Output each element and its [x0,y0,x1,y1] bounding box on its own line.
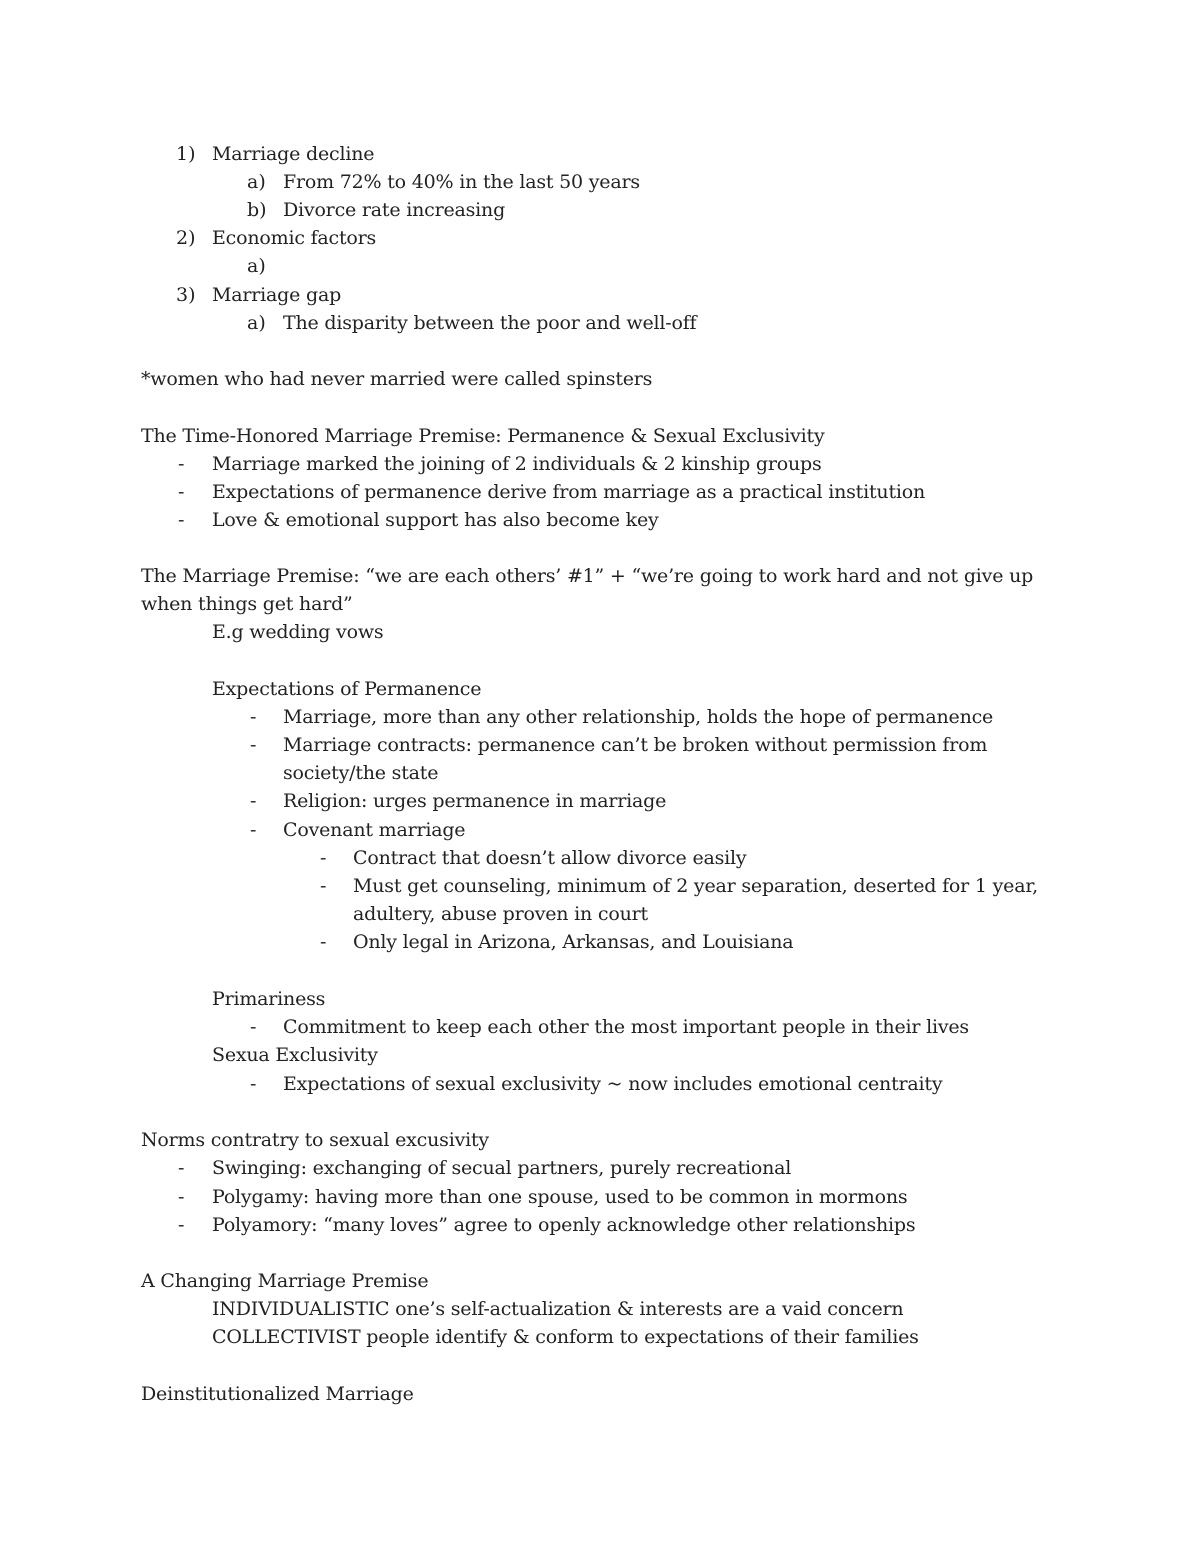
section-heading-time-honored: The Time-Honored Marriage Premise: Permanence & Sexual Exclusivity [141,425,825,447]
bullet-item: Love & emotional support has also become key [212,509,659,531]
bullet-item: Expectations of sexual exclusivity ~ now includes emotional centraity [283,1073,943,1095]
collectivist-line: COLLECTIVIST people identify & conform to expectations of their families [212,1326,919,1348]
individualistic-line: INDIVIDUALISTIC one’s self-actualization & interests are a vaid concern [212,1298,904,1320]
list-number: 3) [176,284,196,306]
marriage-premise-line-1: The Marriage Premise: “we are each others’ #1” + “we’re going to work hard and not give up [141,565,1034,587]
bullet-item: Religion: urges permanence in marriage [283,790,667,812]
section-heading-norms: Norms contratry to sexual excusivity [141,1129,489,1151]
list-item-economic-factors: Economic factors [212,227,377,249]
section-heading-exclusivity: Sexua Exclusivity [212,1044,378,1066]
sub-bullet-item-continued: adultery, abuse proven in court [353,903,648,925]
bullet-item: Commitment to keep each other the most important people in their lives [283,1016,969,1038]
list-letter: a) [247,312,266,334]
bullet-dash: - [320,875,327,897]
list-letter: a) [247,255,266,277]
bullet-dash: - [178,481,185,503]
bullet-item-continued: society/the state [283,762,439,784]
bullet-dash: - [250,790,257,812]
section-heading-permanence: Expectations of Permanence [212,678,482,700]
bullet-item: Covenant marriage [283,819,466,841]
marriage-premise-example: E.g wedding vows [212,621,384,643]
bullet-dash: - [178,1186,185,1208]
bullet-item: Swinging: exchanging of secual partners, purely recreational [212,1157,792,1179]
bullet-item: Marriage marked the joining of 2 individuals & 2 kinship groups [212,453,822,475]
sub-bullet-item: Must get counseling, minimum of 2 year separation, deserted for 1 year, [353,875,1038,897]
bullet-dash: - [178,1157,185,1179]
sub-bullet-item: Contract that doesn’t allow divorce easily [353,847,747,869]
bullet-item: Polyamory: “many loves” agree to openly acknowledge other relationships [212,1214,916,1236]
list-item: From 72% to 40% in the last 50 years [283,171,640,193]
section-heading-changing-premise: A Changing Marriage Premise [141,1270,429,1292]
bullet-item: Marriage, more than any other relationship, holds the hope of permanence [283,706,994,728]
bullet-dash: - [320,847,327,869]
bullet-dash: - [178,453,185,475]
bullet-item: Expectations of permanence derive from marriage as a practical institution [212,481,926,503]
bullet-dash: - [250,1073,257,1095]
note-spinsters: *women who had never married were called spinsters [141,368,653,390]
bullet-dash: - [250,819,257,841]
bullet-dash: - [250,1016,257,1038]
list-letter: b) [247,199,267,221]
bullet-dash: - [320,931,327,953]
marriage-premise-line-2: when things get hard” [141,593,353,615]
bullet-item: Polygamy: having more than one spouse, used to be common in mormons [212,1186,908,1208]
list-letter: a) [247,171,266,193]
list-item-marriage-decline: Marriage decline [212,143,375,165]
bullet-dash: - [178,509,185,531]
sub-bullet-item: Only legal in Arizona, Arkansas, and Louisiana [353,931,794,953]
bullet-dash: - [250,734,257,756]
list-item: Divorce rate increasing [283,199,506,221]
list-number: 1) [176,143,196,165]
list-item-marriage-gap: Marriage gap [212,284,342,306]
list-number: 2) [176,227,196,249]
section-heading-primariness: Primariness [212,988,326,1010]
bullet-dash: - [250,706,257,728]
list-item: The disparity between the poor and well-off [283,312,697,334]
section-heading-deinstitutionalized: Deinstitutionalized Marriage [141,1383,414,1405]
bullet-item: Marriage contracts: permanence can’t be broken without permission from [283,734,988,756]
bullet-dash: - [178,1214,185,1236]
